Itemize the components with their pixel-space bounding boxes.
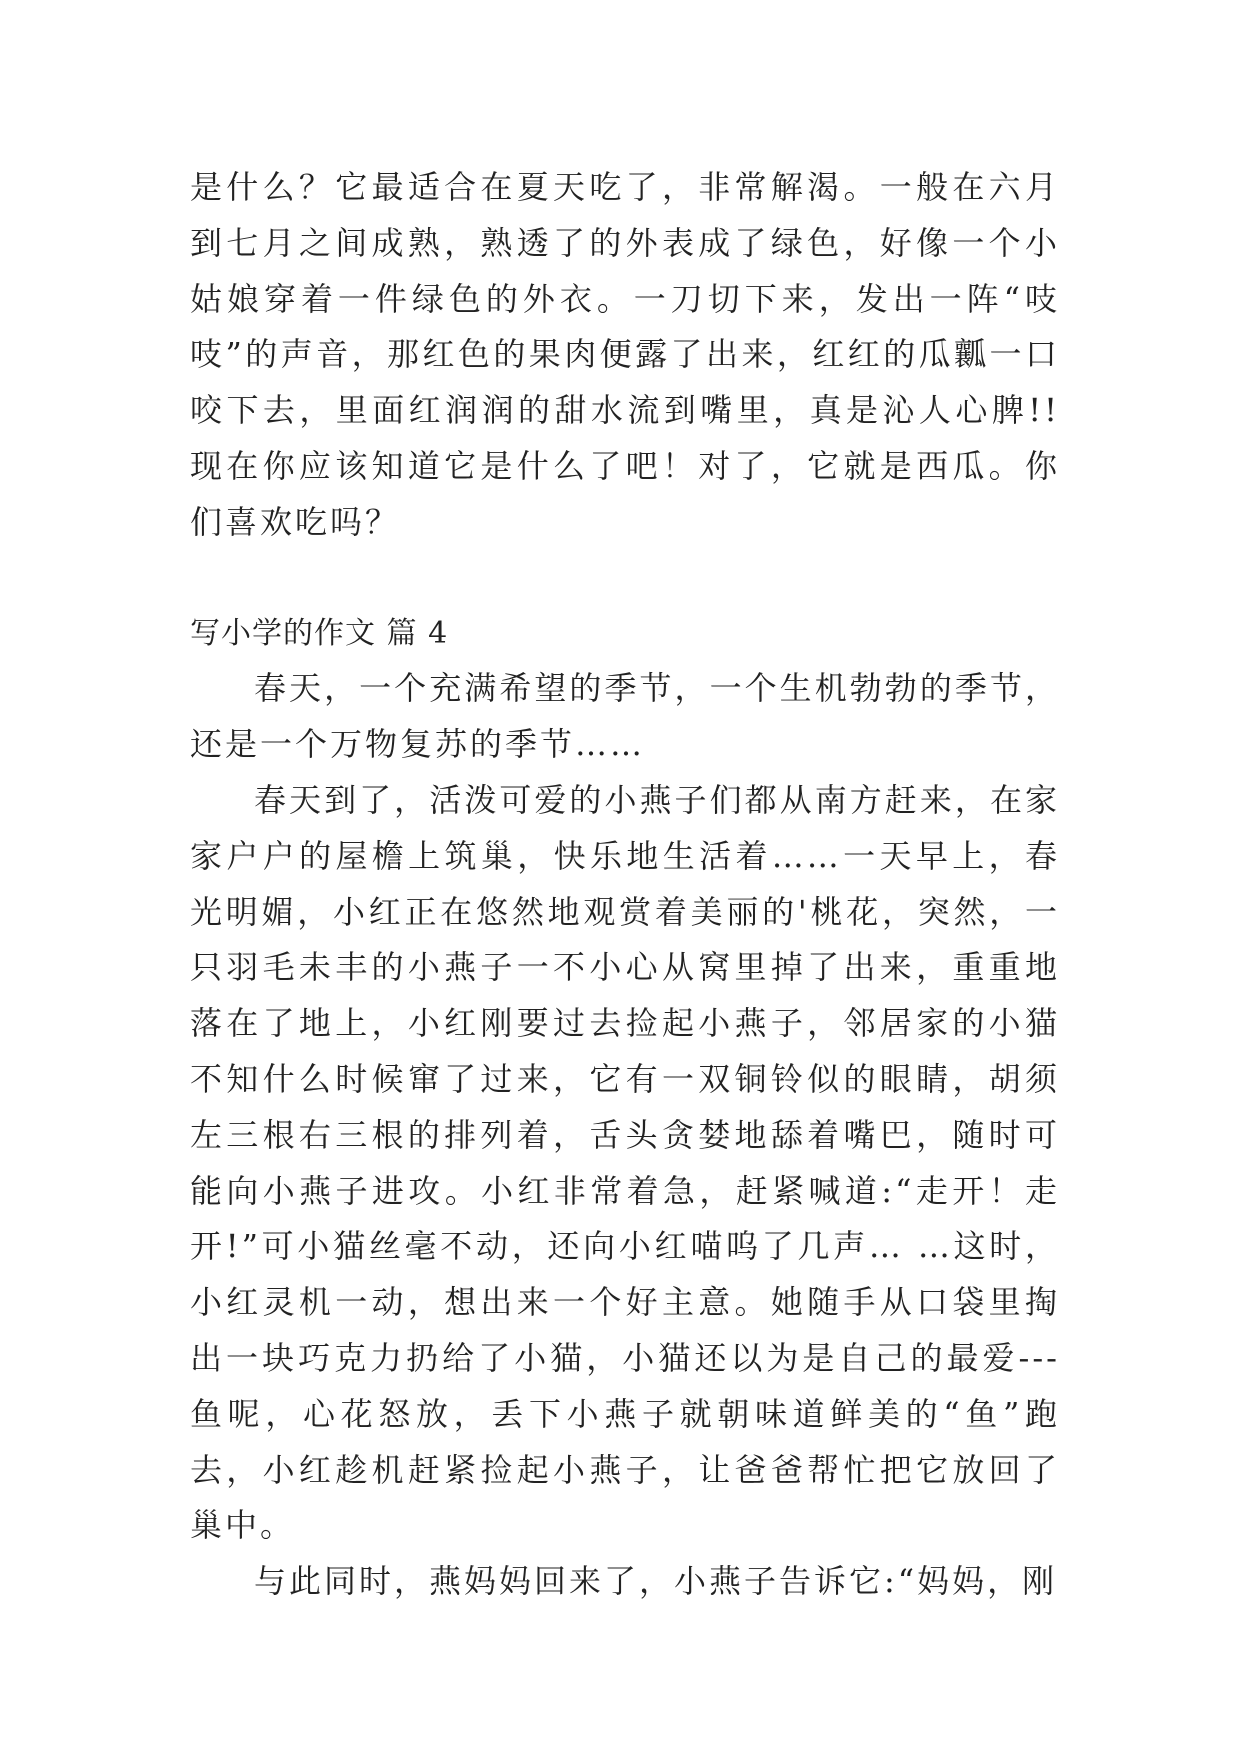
paragraph: 春天，一个充满希望的季节，一个生机勃勃的季节，还是一个万物复苏的季节…… (190, 669, 1060, 764)
intro-paragraph: 是什么？它最适合在夏天吃了，非常解渴。一般在六月到七月之间成熟，熟透了的外表成了绿色，好像一个小姑娘穿着一件绿色的外衣。一刀切下来，发出一阵“吱吱”的声音，那红色的果肉便露了出来，红红的瓜瓤一口咬下去，里面红润润的甜水流到嘴里，真是沁人心脾!! 现在你应该知道它是什么了吧！对了，它就是西瓜。你们喜欢吃吗？ (190, 168, 1060, 541)
paragraph: 春天到了，活泼可爱的小燕子们都从南方赶来，在家家户户的屋檐上筑巢，快乐地生活着……一天早上，春光明媚，小红正在悠然地观赏着美丽的'桃花，突然，一只羽毛未丰的小燕子一不小心从窝里掉了出来，重重地落在了地上，小红刚要过去捡起小燕子，邻居家的小猫不知什么时候窜了过来，它有一双铜铃似的眼睛，胡须左三根右三根的排列着，舌头贪婪地舔着嘴巴，随时可能向小燕子进攻。小红非常着急，赶紧喊道:“走开！走开!”可小猫丝毫不动，还向小红喵呜了几声… …这时，小红灵机一动，想出来一个好主意。她随手从口袋里掏出一块巧克力扔给了小猫，小猫还以为是自己的最爱---鱼呢，心花怒放，丢下小燕子就朝味道鲜美的“鱼”跑去，小红趁机赶紧捡起小燕子，让爸爸帮忙把它放回了巢中。 (190, 780, 1060, 1545)
paragraph: 与此同时，燕妈妈回来了，小燕子告诉它:“妈妈，刚 (254, 1562, 1058, 1601)
document-body (190, 160, 1060, 1610)
section-heading: 写小学的作文 篇 4 (190, 615, 449, 651)
